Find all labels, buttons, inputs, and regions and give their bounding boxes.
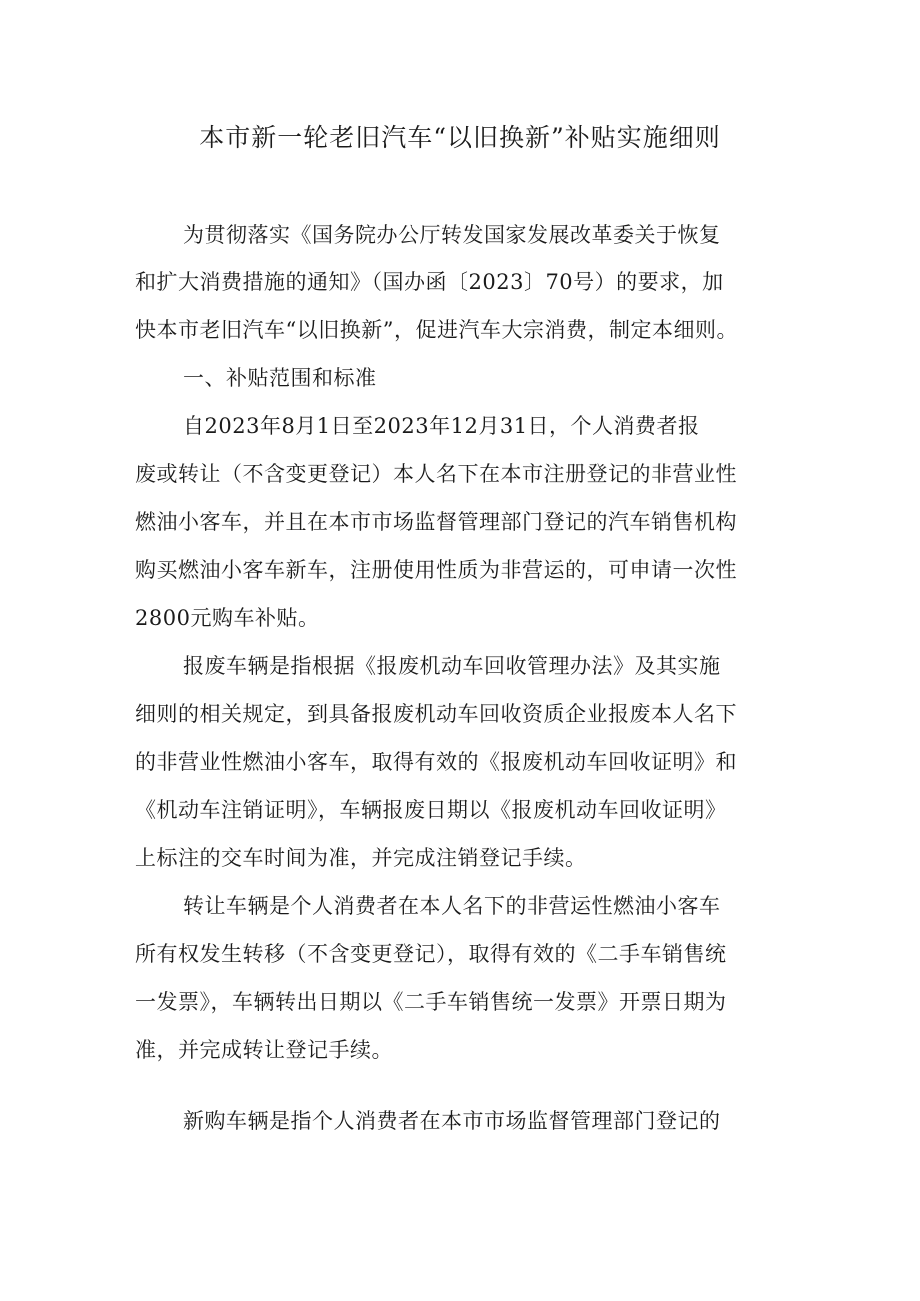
paragraph-line: 新购车辆是指个人消费者在本市市场监督管理部门登记的 — [183, 1109, 721, 1133]
paragraph-line: 自2023年8月1日至2023年12月31日，个人消费者报 — [183, 414, 700, 438]
paragraph-line: 《机动车注销证明》，车辆报废日期以《报废机动车回收证明》 — [135, 798, 727, 822]
paragraph-line: 报废车辆是指根据《报废机动车回收管理办法》及其实施 — [183, 654, 721, 678]
document-title: 本市新一轮老旧汽车“以旧换新”补贴实施细则 — [199, 123, 721, 152]
paragraph-line: 快本市老旧汽车“以旧换新”，促进汽车大宗消费，制定本细则。 — [135, 318, 738, 342]
paragraph-line: 为贯彻落实《国务院办公厅转发国家发展改革委关于恢复 — [183, 223, 721, 247]
paragraph-line: 2800元购车补贴。 — [135, 606, 320, 630]
paragraph-line: 和扩大消费措施的通知》（国办函〔2023〕70号）的要求，加 — [135, 270, 724, 294]
paragraph-line: 转让车辆是个人消费者在本人名下的非营运性燃油小客车 — [183, 894, 721, 918]
section-heading: 一、补贴范围和标准 — [183, 366, 377, 390]
paragraph-line: 废或转让（不含变更登记）本人名下在本市注册登记的非营业性 — [135, 462, 737, 486]
paragraph-line: 上标注的交车时间为准，并完成注销登记手续。 — [135, 846, 587, 870]
paragraph-line: 的非营业性燃油小客车，取得有效的《报废机动车回收证明》和 — [135, 750, 737, 774]
paragraph-line: 燃油小客车，并且在本市市场监督管理部门登记的汽车销售机构 — [135, 510, 737, 534]
paragraph-line: 购买燃油小客车新车，注册使用性质为非营运的，可申请一次性 — [135, 558, 737, 582]
paragraph-line: 一发票》，车辆转出日期以《二手车销售统一发票》开票日期为 — [135, 990, 727, 1014]
paragraph-line: 所有权发生转移（不含变更登记），取得有效的《二手车销售统 — [135, 942, 727, 966]
paragraph-line: 细则的相关规定，到具备报废机动车回收资质企业报废本人名下 — [135, 702, 737, 726]
paragraph-line: 准，并完成转让登记手续。 — [135, 1038, 393, 1062]
